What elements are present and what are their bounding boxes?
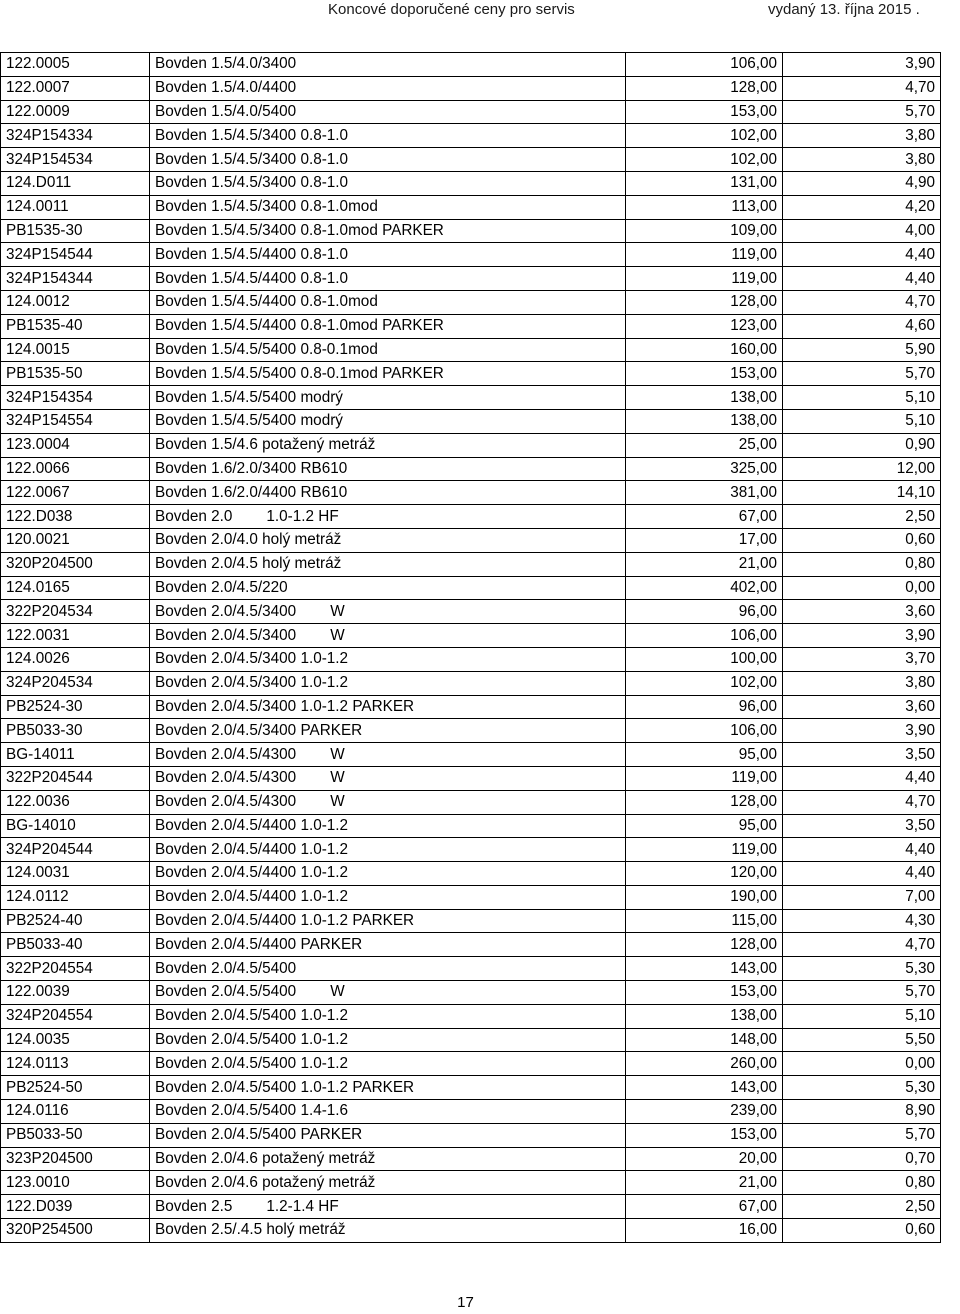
item-price-cell: 153,00 [626, 100, 783, 124]
item-description-cell: Bovden 2.0/4.5/3400 1.0-1.2 [150, 671, 626, 695]
page-header [0, 0, 960, 28]
item-description-cell: Bovden 1.6/2.0/3400 RB610 [150, 457, 626, 481]
item-description-cell: Bovden 2.0/4.5/5400 1.0-1.2 [150, 1028, 626, 1052]
item-price-cell: 190,00 [626, 885, 783, 909]
table-row [1, 766, 941, 790]
item-price-cell: 20,00 [626, 1147, 783, 1171]
item-price-cell: 96,00 [626, 695, 783, 719]
item-value-cell: 4,40 [783, 267, 941, 291]
table-row [1, 624, 941, 648]
item-value-cell: 5,70 [783, 362, 941, 386]
item-value-cell: 4,00 [783, 219, 941, 243]
item-description-cell: Bovden 2.5 1.2-1.4 HF [150, 1195, 626, 1219]
item-price-cell: 95,00 [626, 743, 783, 767]
item-code-cell: 324P154334 [1, 124, 150, 148]
item-code-cell: 122.0036 [1, 790, 150, 814]
price-list-table [0, 52, 941, 1243]
item-description-cell: Bovden 1.5/4.5/5400 modrý [150, 386, 626, 410]
item-code-cell: PB5033-30 [1, 719, 150, 743]
table-row [1, 790, 941, 814]
table-row [1, 1004, 941, 1028]
item-price-cell: 239,00 [626, 1100, 783, 1124]
item-value-cell: 0,90 [783, 433, 941, 457]
item-value-cell: 2,50 [783, 1195, 941, 1219]
item-code-cell: 320P204500 [1, 552, 150, 576]
item-description-cell: Bovden 2.0/4.5/5400 [150, 957, 626, 981]
item-description-cell: Bovden 1.5/4.5/3400 0.8-1.0mod PARKER [150, 219, 626, 243]
item-description-cell: Bovden 2.0/4.5/3400 W [150, 624, 626, 648]
item-description-cell: Bovden 2.0/4.5/5400 1.0-1.2 [150, 1004, 626, 1028]
item-description-cell: Bovden 2.0 1.0-1.2 HF [150, 505, 626, 529]
item-price-cell: 119,00 [626, 766, 783, 790]
item-description-cell: Bovden 1.6/2.0/4400 RB610 [150, 481, 626, 505]
item-description-cell: Bovden 2.0/4.5/4400 1.0-1.2 [150, 814, 626, 838]
item-description-cell: Bovden 2.0/4.5/5400 1.0-1.2 PARKER [150, 1076, 626, 1100]
item-price-cell: 109,00 [626, 219, 783, 243]
table-row [1, 290, 941, 314]
item-description-cell: Bovden 2.0/4.5/5400 1.0-1.2 [150, 1052, 626, 1076]
item-code-cell: 324P154354 [1, 386, 150, 410]
item-description-cell: Bovden 1.5/4.5/5400 modrý [150, 409, 626, 433]
table-row [1, 838, 941, 862]
table-row [1, 219, 941, 243]
item-code-cell: PB5033-40 [1, 933, 150, 957]
item-code-cell: BG-14011 [1, 743, 150, 767]
item-price-cell: 128,00 [626, 290, 783, 314]
item-code-cell: 122.0031 [1, 624, 150, 648]
table-row [1, 1147, 941, 1171]
table-row [1, 171, 941, 195]
item-code-cell: 122.D039 [1, 1195, 150, 1219]
item-value-cell: 5,10 [783, 409, 941, 433]
item-value-cell: 8,90 [783, 1100, 941, 1124]
item-description-cell: Bovden 2.0/4.5/4400 1.0-1.2 [150, 838, 626, 862]
table-row [1, 909, 941, 933]
item-description-cell: Bovden 1.5/4.6 potažený metráž [150, 433, 626, 457]
item-description-cell: Bovden 2.0/4.5/4400 1.0-1.2 [150, 862, 626, 886]
item-code-cell: 122.0066 [1, 457, 150, 481]
item-price-cell: 131,00 [626, 171, 783, 195]
document-title: Koncové doporučené ceny pro servis [328, 1, 575, 18]
item-price-cell: 123,00 [626, 314, 783, 338]
item-value-cell: 5,30 [783, 957, 941, 981]
item-code-cell: 123.0010 [1, 1171, 150, 1195]
item-value-cell: 4,70 [783, 76, 941, 100]
item-price-cell: 106,00 [626, 719, 783, 743]
item-description-cell: Bovden 2.0/4.0 holý metráž [150, 528, 626, 552]
item-code-cell: PB1535-40 [1, 314, 150, 338]
table-row [1, 457, 941, 481]
item-value-cell: 5,10 [783, 386, 941, 410]
item-code-cell: 324P204544 [1, 838, 150, 862]
table-row [1, 148, 941, 172]
item-price-cell: 95,00 [626, 814, 783, 838]
item-price-cell: 153,00 [626, 1123, 783, 1147]
item-value-cell: 0,00 [783, 1052, 941, 1076]
item-value-cell: 3,50 [783, 743, 941, 767]
item-code-cell: 324P154554 [1, 409, 150, 433]
item-price-cell: 102,00 [626, 148, 783, 172]
table-row [1, 695, 941, 719]
item-code-cell: 124.0026 [1, 647, 150, 671]
item-description-cell: Bovden 1.5/4.5/4400 0.8-1.0mod PARKER [150, 314, 626, 338]
table-row [1, 100, 941, 124]
price-list-body [1, 53, 941, 1243]
item-value-cell: 0,70 [783, 1147, 941, 1171]
item-description-cell: Bovden 2.0/4.5/4400 1.0-1.2 PARKER [150, 909, 626, 933]
item-value-cell: 4,60 [783, 314, 941, 338]
item-value-cell: 3,90 [783, 53, 941, 77]
item-description-cell: Bovden 1.5/4.5/3400 0.8-1.0 [150, 148, 626, 172]
table-row [1, 981, 941, 1005]
item-code-cell: 323P204500 [1, 1147, 150, 1171]
item-value-cell: 2,50 [783, 505, 941, 529]
item-description-cell: Bovden 1.5/4.0/5400 [150, 100, 626, 124]
item-code-cell: 122.0009 [1, 100, 150, 124]
item-code-cell: 324P154544 [1, 243, 150, 267]
item-value-cell: 5,90 [783, 338, 941, 362]
item-description-cell: Bovden 1.5/4.5/4400 0.8-1.0mod [150, 290, 626, 314]
item-code-cell: PB2524-30 [1, 695, 150, 719]
item-description-cell: Bovden 2.5/.4.5 holý metráž [150, 1219, 626, 1243]
table-row [1, 719, 941, 743]
item-description-cell: Bovden 1.5/4.5/4400 0.8-1.0 [150, 243, 626, 267]
item-code-cell: PB2524-40 [1, 909, 150, 933]
item-code-cell: PB1535-30 [1, 219, 150, 243]
table-row [1, 505, 941, 529]
item-price-cell: 106,00 [626, 53, 783, 77]
item-value-cell: 3,80 [783, 124, 941, 148]
item-value-cell: 5,50 [783, 1028, 941, 1052]
item-price-cell: 138,00 [626, 386, 783, 410]
item-value-cell: 4,90 [783, 171, 941, 195]
item-description-cell: Bovden 2.0/4.5/4400 1.0-1.2 [150, 885, 626, 909]
table-row [1, 862, 941, 886]
table-row [1, 528, 941, 552]
table-row [1, 647, 941, 671]
item-value-cell: 3,60 [783, 600, 941, 624]
item-code-cell: 324P154344 [1, 267, 150, 291]
table-row [1, 1195, 941, 1219]
item-price-cell: 17,00 [626, 528, 783, 552]
item-price-cell: 67,00 [626, 505, 783, 529]
item-price-cell: 402,00 [626, 576, 783, 600]
item-price-cell: 102,00 [626, 671, 783, 695]
item-description-cell: Bovden 1.5/4.5/5400 0.8-0.1mod PARKER [150, 362, 626, 386]
item-price-cell: 120,00 [626, 862, 783, 886]
item-description-cell: Bovden 2.0/4.5/4300 W [150, 766, 626, 790]
item-code-cell: 122.0039 [1, 981, 150, 1005]
item-value-cell: 4,40 [783, 243, 941, 267]
table-row [1, 1123, 941, 1147]
item-value-cell: 5,70 [783, 100, 941, 124]
item-value-cell: 5,30 [783, 1076, 941, 1100]
item-value-cell: 4,70 [783, 290, 941, 314]
item-value-cell: 5,70 [783, 981, 941, 1005]
item-price-cell: 128,00 [626, 933, 783, 957]
item-code-cell: 124.0035 [1, 1028, 150, 1052]
item-value-cell: 4,40 [783, 838, 941, 862]
item-description-cell: Bovden 2.0/4.5/5400 W [150, 981, 626, 1005]
issue-date: vydaný 13. října 2015 . [768, 1, 920, 18]
table-row [1, 243, 941, 267]
item-description-cell: Bovden 2.0/4.5/5400 1.4-1.6 [150, 1100, 626, 1124]
item-price-cell: 160,00 [626, 338, 783, 362]
item-description-cell: Bovden 2.0/4.5/4400 PARKER [150, 933, 626, 957]
item-code-cell: PB5033-50 [1, 1123, 150, 1147]
table-row [1, 195, 941, 219]
table-row [1, 1052, 941, 1076]
item-value-cell: 3,90 [783, 624, 941, 648]
item-price-cell: 138,00 [626, 409, 783, 433]
item-price-cell: 153,00 [626, 981, 783, 1005]
item-price-cell: 106,00 [626, 624, 783, 648]
item-value-cell: 0,80 [783, 1171, 941, 1195]
item-price-cell: 260,00 [626, 1052, 783, 1076]
item-value-cell: 7,00 [783, 885, 941, 909]
item-value-cell: 4,20 [783, 195, 941, 219]
item-description-cell: Bovden 1.5/4.0/3400 [150, 53, 626, 77]
table-row [1, 314, 941, 338]
item-code-cell: PB2524-50 [1, 1076, 150, 1100]
table-row [1, 409, 941, 433]
item-price-cell: 67,00 [626, 1195, 783, 1219]
item-code-cell: 322P204554 [1, 957, 150, 981]
table-row [1, 386, 941, 410]
item-value-cell: 4,70 [783, 790, 941, 814]
table-row [1, 433, 941, 457]
item-value-cell: 3,80 [783, 671, 941, 695]
item-value-cell: 14,10 [783, 481, 941, 505]
table-row [1, 53, 941, 77]
item-price-cell: 119,00 [626, 267, 783, 291]
item-code-cell: 124.0116 [1, 1100, 150, 1124]
item-code-cell: 122.0067 [1, 481, 150, 505]
item-code-cell: PB1535-50 [1, 362, 150, 386]
item-code-cell: 324P204534 [1, 671, 150, 695]
item-price-cell: 119,00 [626, 838, 783, 862]
table-row [1, 481, 941, 505]
item-code-cell: 124.0113 [1, 1052, 150, 1076]
item-description-cell: Bovden 2.0/4.5/4300 W [150, 743, 626, 767]
item-price-cell: 25,00 [626, 433, 783, 457]
item-code-cell: 324P204554 [1, 1004, 150, 1028]
page-number: 17 [457, 1294, 474, 1311]
table-row [1, 1100, 941, 1124]
item-code-cell: 124.D011 [1, 171, 150, 195]
item-code-cell: 124.0011 [1, 195, 150, 219]
item-code-cell: 122.D038 [1, 505, 150, 529]
table-row [1, 267, 941, 291]
item-code-cell: 120.0021 [1, 528, 150, 552]
item-value-cell: 5,70 [783, 1123, 941, 1147]
table-row [1, 933, 941, 957]
table-row [1, 76, 941, 100]
item-value-cell: 4,40 [783, 862, 941, 886]
item-code-cell: 322P204534 [1, 600, 150, 624]
table-row [1, 338, 941, 362]
table-row [1, 1076, 941, 1100]
item-value-cell: 4,70 [783, 933, 941, 957]
item-description-cell: Bovden 1.5/4.5/3400 0.8-1.0 [150, 124, 626, 148]
item-description-cell: Bovden 2.0/4.5 holý metráž [150, 552, 626, 576]
table-row [1, 1219, 941, 1243]
item-description-cell: Bovden 2.0/4.5/220 [150, 576, 626, 600]
table-row [1, 362, 941, 386]
item-price-cell: 16,00 [626, 1219, 783, 1243]
item-description-cell: Bovden 2.0/4.5/3400 1.0-1.2 [150, 647, 626, 671]
item-code-cell: 322P204544 [1, 766, 150, 790]
item-price-cell: 128,00 [626, 76, 783, 100]
item-value-cell: 3,90 [783, 719, 941, 743]
table-row [1, 814, 941, 838]
item-price-cell: 325,00 [626, 457, 783, 481]
item-value-cell: 3,80 [783, 148, 941, 172]
item-price-cell: 102,00 [626, 124, 783, 148]
item-value-cell: 0,80 [783, 552, 941, 576]
item-price-cell: 21,00 [626, 552, 783, 576]
table-row [1, 957, 941, 981]
item-code-cell: 124.0165 [1, 576, 150, 600]
item-value-cell: 5,10 [783, 1004, 941, 1028]
item-value-cell: 0,60 [783, 1219, 941, 1243]
table-row [1, 576, 941, 600]
item-description-cell: Bovden 2.0/4.5/4300 W [150, 790, 626, 814]
item-description-cell: Bovden 2.0/4.6 potažený metráž [150, 1171, 626, 1195]
item-description-cell: Bovden 1.5/4.5/4400 0.8-1.0 [150, 267, 626, 291]
item-code-cell: BG-14010 [1, 814, 150, 838]
table-row [1, 600, 941, 624]
item-value-cell: 3,70 [783, 647, 941, 671]
item-price-cell: 113,00 [626, 195, 783, 219]
item-value-cell: 0,00 [783, 576, 941, 600]
item-price-cell: 119,00 [626, 243, 783, 267]
item-code-cell: 324P154534 [1, 148, 150, 172]
item-code-cell: 124.0012 [1, 290, 150, 314]
item-description-cell: Bovden 2.0/4.5/3400 W [150, 600, 626, 624]
item-price-cell: 153,00 [626, 362, 783, 386]
item-code-cell: 122.0007 [1, 76, 150, 100]
item-price-cell: 21,00 [626, 1171, 783, 1195]
item-description-cell: Bovden 2.0/4.5/3400 PARKER [150, 719, 626, 743]
item-value-cell: 3,60 [783, 695, 941, 719]
table-row [1, 552, 941, 576]
table-row [1, 885, 941, 909]
item-value-cell: 0,60 [783, 528, 941, 552]
table-row [1, 124, 941, 148]
item-description-cell: Bovden 1.5/4.0/4400 [150, 76, 626, 100]
item-code-cell: 124.0112 [1, 885, 150, 909]
item-price-cell: 381,00 [626, 481, 783, 505]
item-description-cell: Bovden 2.0/4.5/5400 PARKER [150, 1123, 626, 1147]
item-price-cell: 138,00 [626, 1004, 783, 1028]
table-row [1, 671, 941, 695]
table-row [1, 743, 941, 767]
item-code-cell: 124.0015 [1, 338, 150, 362]
item-code-cell: 124.0031 [1, 862, 150, 886]
item-price-cell: 128,00 [626, 790, 783, 814]
item-value-cell: 3,50 [783, 814, 941, 838]
item-code-cell: 123.0004 [1, 433, 150, 457]
item-description-cell: Bovden 1.5/4.5/3400 0.8-1.0mod [150, 195, 626, 219]
item-description-cell: Bovden 2.0/4.6 potažený metráž [150, 1147, 626, 1171]
item-description-cell: Bovden 2.0/4.5/3400 1.0-1.2 PARKER [150, 695, 626, 719]
item-price-cell: 143,00 [626, 1076, 783, 1100]
item-price-cell: 96,00 [626, 600, 783, 624]
item-code-cell: 320P254500 [1, 1219, 150, 1243]
item-description-cell: Bovden 1.5/4.5/5400 0.8-0.1mod [150, 338, 626, 362]
item-price-cell: 148,00 [626, 1028, 783, 1052]
item-value-cell: 4,30 [783, 909, 941, 933]
item-description-cell: Bovden 1.5/4.5/3400 0.8-1.0 [150, 171, 626, 195]
item-price-cell: 100,00 [626, 647, 783, 671]
item-code-cell: 122.0005 [1, 53, 150, 77]
item-price-cell: 115,00 [626, 909, 783, 933]
item-value-cell: 12,00 [783, 457, 941, 481]
table-row [1, 1171, 941, 1195]
item-price-cell: 143,00 [626, 957, 783, 981]
table-row [1, 1028, 941, 1052]
item-value-cell: 4,40 [783, 766, 941, 790]
